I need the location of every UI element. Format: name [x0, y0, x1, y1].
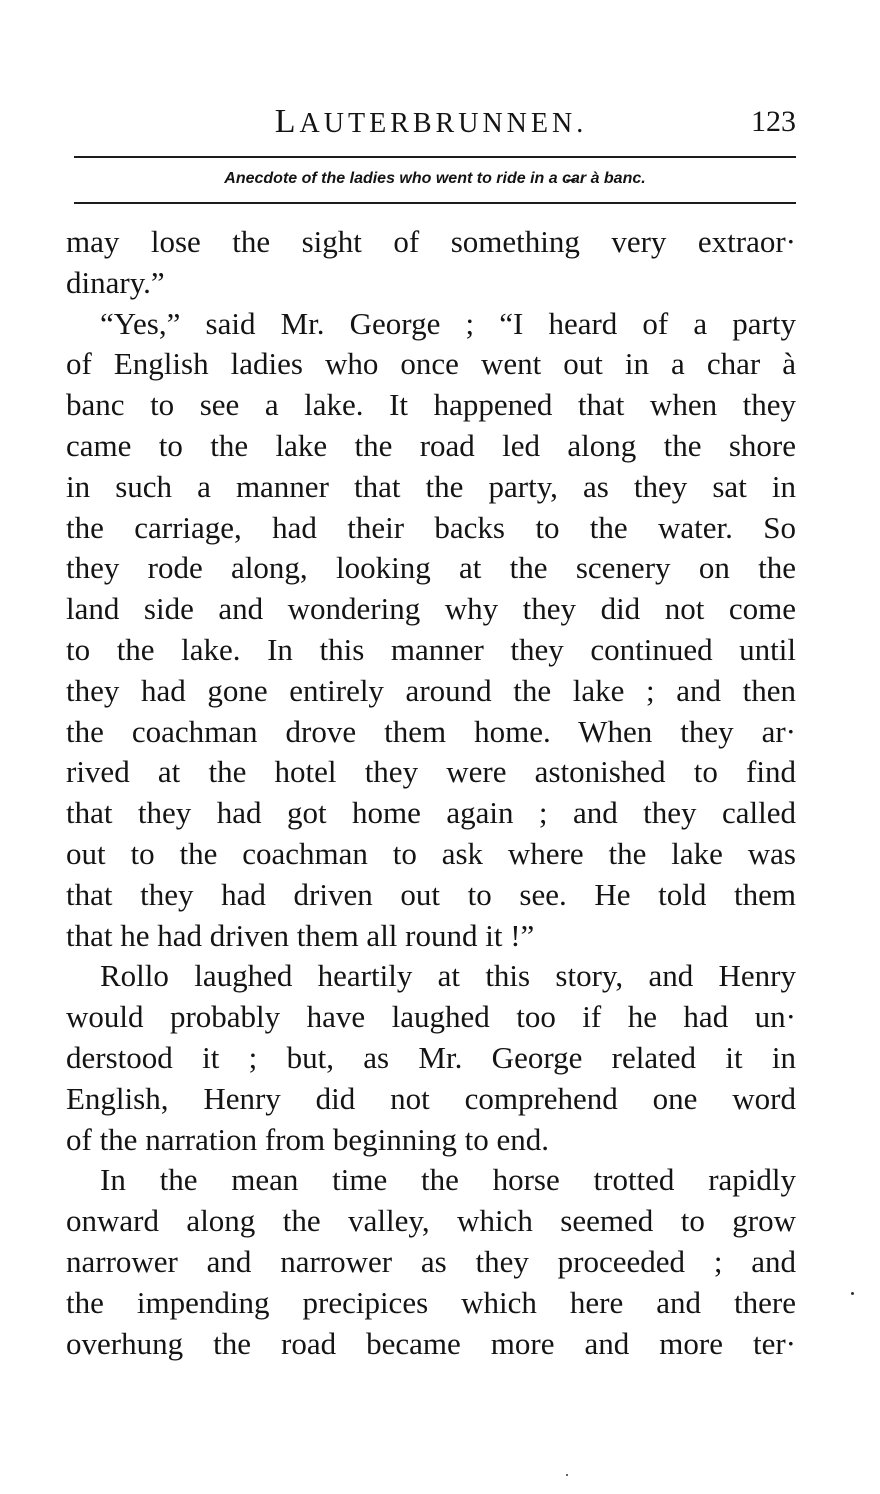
running-title-rest: AUTERBRUNNEN.	[299, 108, 588, 139]
running-title-initial: L	[274, 103, 300, 140]
running-head	[66, 100, 796, 144]
text-line: that they had got home again ; and they called	[66, 795, 796, 831]
text-line: out to the coachman to ask where the lake was	[66, 835, 796, 871]
header-rule-bottom	[74, 202, 796, 204]
text-line: that he had driven them all round it !”	[66, 917, 535, 953]
text-line: that they had driven out to see. He told them	[66, 876, 796, 912]
print-speck	[566, 1474, 568, 1476]
text-line: the coachman drove them home. When they ar·	[66, 713, 796, 749]
text-line: came to the lake the road led along the shore	[66, 427, 796, 463]
text-line: of the narration from beginning to end.	[66, 1121, 549, 1157]
section-subheading: Anecdote of the ladies who went to ride in a c̶ar à banc.	[224, 170, 646, 187]
text-line: may lose the sight of something very extraor·	[66, 224, 796, 259]
text-line: they had gone entirely around the lake ; and then	[66, 672, 796, 708]
body-text	[66, 222, 796, 1364]
text-line: “Yes,” said Mr. George ; “I heard of a party	[100, 305, 796, 341]
text-line: Rollo laughed heartily at this story, and Henry	[100, 958, 796, 994]
text-line: narrower and narrower as they proceeded ; and	[66, 1243, 796, 1279]
print-speck	[851, 1292, 854, 1295]
text-line: would probably have laughed too if he had un·	[66, 999, 796, 1035]
text-line: in such a manner that the party, as they sat in	[66, 468, 796, 504]
text-line: land side and wondering why they did not come	[66, 591, 796, 627]
text-line: overhung the road became more and more ter·	[66, 1325, 796, 1361]
text-line: In the mean time the horse trotted rapidly	[100, 1162, 796, 1198]
text-line: English, Henry did not comprehend one word	[66, 1080, 796, 1116]
text-line: dinary.”	[66, 264, 165, 300]
text-line: derstood it ; but, as Mr. George related it in	[66, 1039, 796, 1075]
running-title	[66, 100, 796, 146]
text-line: the carriage, had their backs to the water. So	[66, 509, 796, 545]
page-number: 123	[751, 105, 796, 138]
text-line: banc to see a lake. It happened that when they	[66, 387, 796, 423]
text-line: they rode along, looking at the scenery on the	[66, 550, 796, 586]
text-line: onward along the valley, which seemed to grow	[66, 1203, 796, 1239]
text-line: rived at the hotel they were astonished to find	[66, 754, 796, 790]
text-line: to the lake. In this manner they continued until	[66, 631, 796, 667]
text-line: of English ladies who once went out in a char à	[66, 346, 796, 382]
header-rule-top	[74, 156, 796, 158]
text-line: the impending precipices which here and there	[66, 1284, 796, 1320]
